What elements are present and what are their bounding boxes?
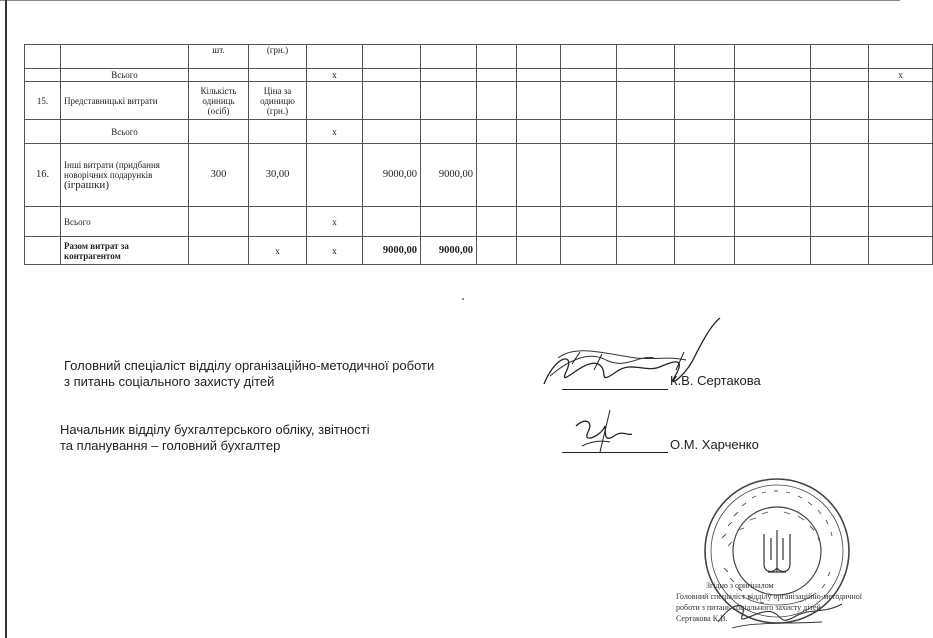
sum-cell: 9000,00 bbox=[421, 144, 477, 207]
row-label-line: (іграшки) bbox=[64, 179, 109, 191]
row-label: Представницькі витрати bbox=[61, 82, 189, 120]
x-mark: х bbox=[307, 120, 363, 144]
unit-cell: шт. bbox=[189, 45, 249, 69]
scan-speck bbox=[462, 298, 464, 300]
total-label: Всього bbox=[61, 69, 189, 82]
signatory-title bbox=[64, 358, 434, 390]
table-row-item bbox=[25, 144, 933, 207]
total-label: Всього bbox=[61, 207, 189, 237]
copy-note-line: роботи з питань соціального захисту дітей bbox=[676, 603, 821, 612]
sum-cell: 9000,00 bbox=[363, 144, 421, 207]
unit-cell: (грн.) bbox=[249, 45, 307, 69]
page-binding-edge bbox=[5, 0, 7, 638]
x-mark: х bbox=[307, 237, 363, 265]
table-row-total bbox=[25, 120, 933, 144]
table-row-grand-total bbox=[25, 237, 933, 265]
copy-note-line: Головний спеціаліст відділу організаційно-методичної bbox=[676, 592, 862, 601]
price-header: Ціна за одиницю (грн.) bbox=[249, 82, 307, 120]
x-mark: х bbox=[249, 237, 307, 265]
page-top-edge bbox=[0, 0, 900, 1]
quantity-header: Кількість одиниць (осіб) bbox=[189, 82, 249, 120]
signatory-name: О.М. Харченко bbox=[670, 437, 759, 452]
trident-icon bbox=[764, 530, 790, 572]
grand-sum-cell: 9000,00 bbox=[363, 237, 421, 265]
total-label: Всього bbox=[61, 120, 189, 144]
row-label bbox=[61, 144, 189, 207]
signature-scribble-icon bbox=[570, 406, 640, 456]
table-row-total bbox=[25, 69, 933, 82]
table-row-total bbox=[25, 207, 933, 237]
row-label-line: Інші витрати (придбання bbox=[64, 160, 160, 170]
row-number: 15. bbox=[25, 82, 61, 120]
signatory-title-line: Головний спеціаліст відділу організаційно-методичної роботи bbox=[64, 358, 435, 373]
signature-scribble-icon bbox=[712, 592, 852, 632]
signatory-name: К.В. Сертакова bbox=[670, 373, 761, 388]
signatory-title-line: та планування – головний бухгалтер bbox=[60, 438, 281, 453]
signatory-title-line: Начальник відділу бухгалтерського обліку, звітності bbox=[60, 422, 370, 437]
signatory-title bbox=[60, 422, 370, 454]
copy-note-line: Сертакова К.В. bbox=[676, 614, 728, 623]
signature-scribble-icon bbox=[536, 314, 726, 404]
price-cell: 30,00 bbox=[249, 144, 307, 207]
x-mark: х bbox=[869, 69, 933, 82]
quantity-cell: 300 bbox=[189, 144, 249, 207]
table-row-units bbox=[25, 45, 933, 69]
row-label-line: новорічних подарунків bbox=[64, 170, 153, 180]
x-mark: х bbox=[307, 207, 363, 237]
grand-sum-cell: 9000,00 bbox=[421, 237, 477, 265]
copy-note-line: Згідно з оригіналом bbox=[706, 581, 774, 590]
row-number: 16. bbox=[25, 144, 61, 207]
grand-total-label: Разом витрат за контрагентом bbox=[61, 237, 189, 265]
expense-table bbox=[24, 44, 933, 265]
signatory-title-line: з питань соціального захисту дітей bbox=[64, 374, 275, 389]
table-row-item bbox=[25, 82, 933, 120]
x-mark: х bbox=[307, 69, 363, 82]
